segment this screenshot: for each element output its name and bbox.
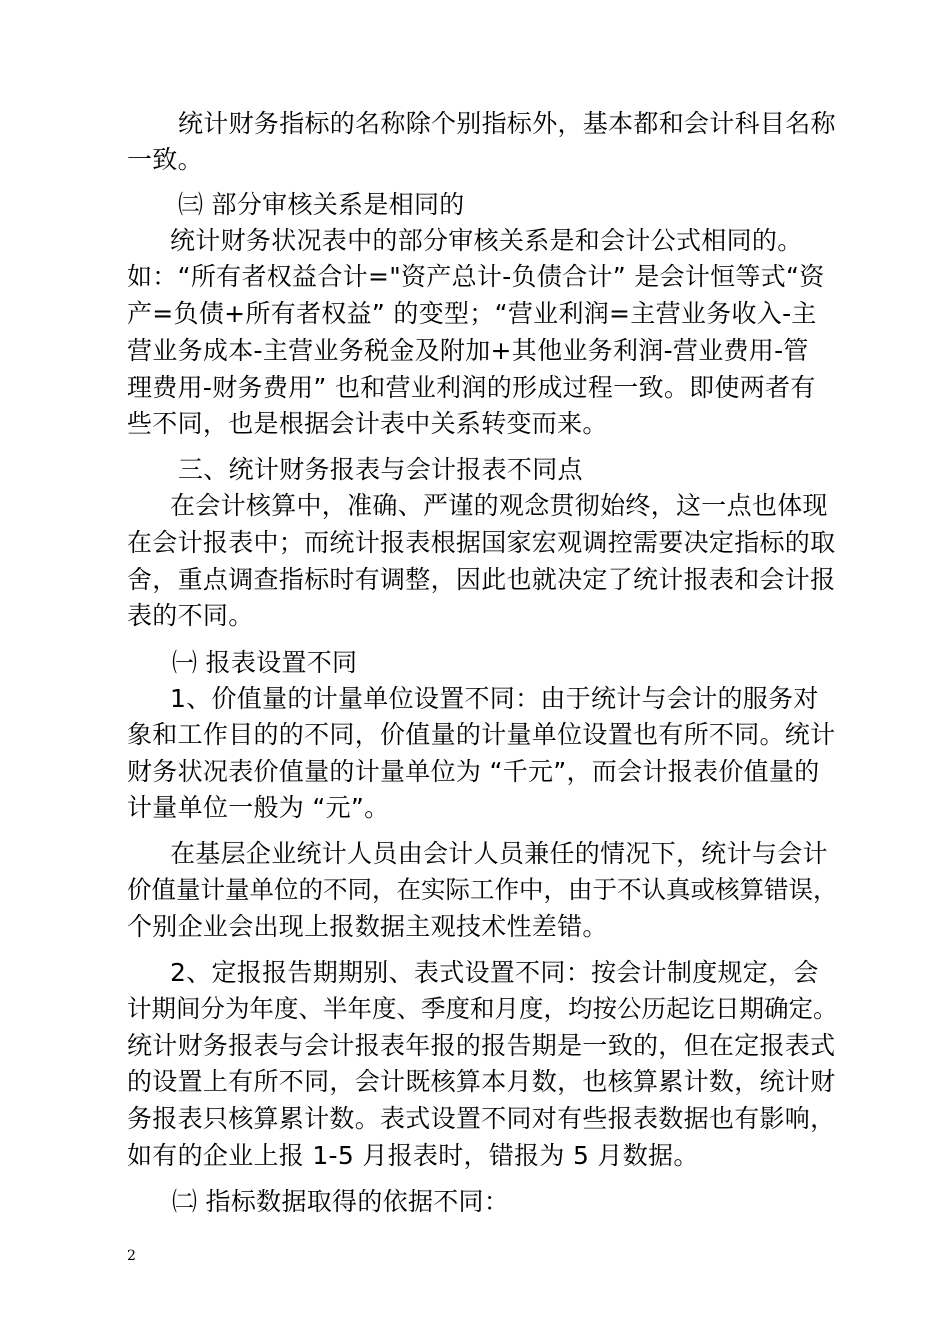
text-line: 价值量计量单位的不同，在实际工作中，由于不认真或核算错误， (127, 875, 838, 904)
text-line: 个别企业会出现上报数据主观技术性差错。 (127, 912, 608, 941)
text-line: 财务状况表价值量的计量单位为 “千元”，而会计报表价值量的 (127, 757, 820, 786)
page-number: 2 (127, 1248, 136, 1264)
section-heading: ㈡ 指标数据取得的依据不同： (172, 1187, 510, 1216)
text-line: 在会计报表中；而统计报表根据国家宏观调控需要决定指标的取 (127, 528, 836, 557)
text-line: 在会计核算中，准确、严谨的观念贯彻始终，这一点也体现 (170, 491, 828, 520)
text-line: 1、价值量的计量单位设置不同：由于统计与会计的服务对 (170, 684, 819, 713)
section-heading: ㈢ 部分审核关系是相同的 (178, 190, 465, 219)
text-line: 舍，重点调查指标时有调整，因此也就决定了统计报表和会计报 (127, 565, 836, 594)
text-line: 在基层企业统计人员由会计人员兼任的情况下，统计与会计 (170, 839, 828, 868)
section-heading: ㈠ 报表设置不同 (172, 648, 358, 677)
text-line: 2、定报报告期期别、表式设置不同：按会计制度规定，会 (170, 958, 819, 987)
text-line: 理费用-财务费用” 也和营业利润的形成过程一致。即使两者有 (127, 373, 816, 402)
text-line: 统计财务报表与会计报表年报的报告期是一致的，但在定报表式 (127, 1031, 836, 1060)
text-line: 的设置上有所不同，会计既核算本月数，也核算累计数，统计财 (127, 1067, 836, 1096)
text-line: 如：“所有者权益合计="资产总计-负债合计” 是会计恒等式“资 (127, 262, 825, 291)
text-line: 计期间分为年度、半年度、季度和月度，均按公历起讫日期确定。 (127, 994, 838, 1023)
text-line: 计量单位一般为 “元”。 (127, 793, 390, 822)
text-line: 表的不同。 (127, 601, 254, 630)
text-line: 一致。 (127, 145, 203, 174)
text-line: 务报表只核算累计数。表式设置不同对有些报表数据也有影响， (127, 1104, 836, 1133)
text-line: 象和工作目的的不同，价值量的计量单位设置也有所不同。统计 (127, 720, 836, 749)
text-line: 如有的企业上报 1-5 月报表时，错报为 5 月数据。 (127, 1141, 699, 1170)
text-line: 营业务成本-主营业务税金及附加+其他业务利润-营业费用-管 (127, 336, 809, 365)
text-line: 产=负债+所有者权益” 的变型；“营业利润=主营业务收入-主 (127, 299, 817, 328)
text-line: 些不同，也是根据会计表中关系转变而来。 (127, 409, 608, 438)
section-heading: 三、统计财务报表与会计报表不同点 (178, 455, 583, 484)
text-line: 统计财务指标的名称除个别指标外，基本都和会计科目名称 (178, 109, 836, 138)
text-line: 统计财务状况表中的部分审核关系是和会计公式相同的。 (170, 226, 803, 255)
